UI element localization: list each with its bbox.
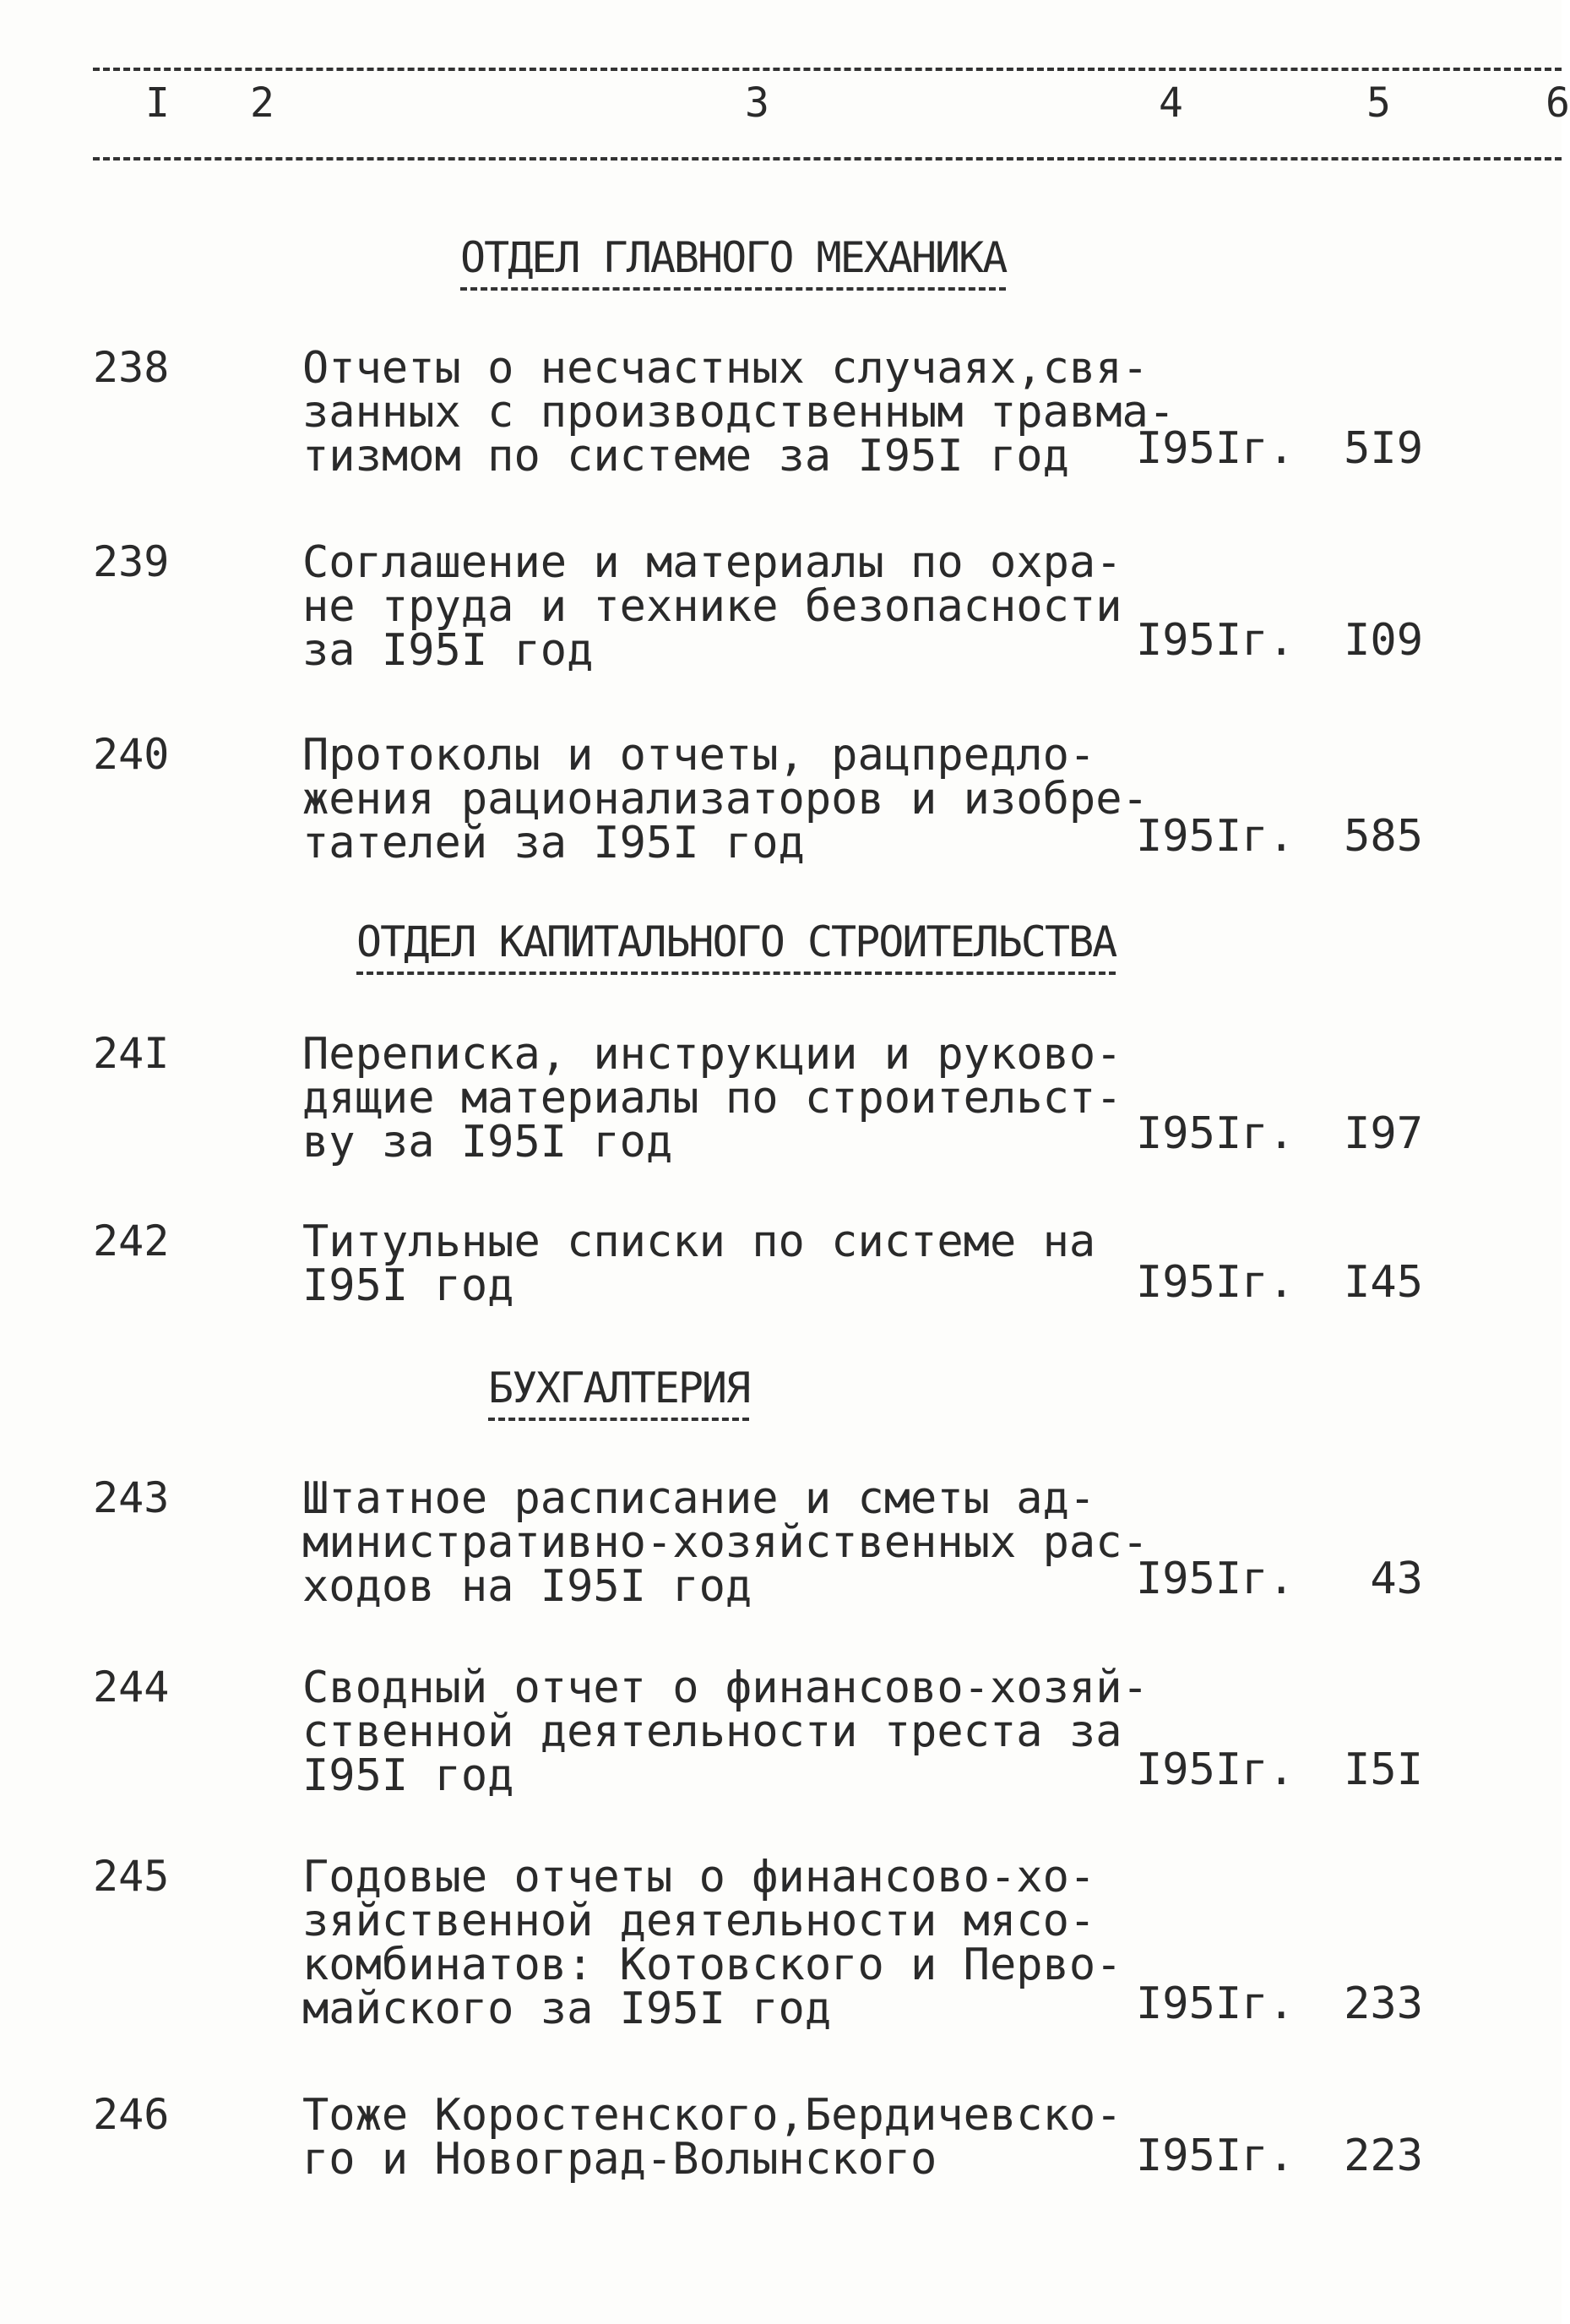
entry-count: 233: [1344, 1978, 1423, 2029]
entry-line: Титульные списки по системе на: [302, 1216, 1096, 1267]
entry-line: не труда и технике безопасности: [302, 581, 1122, 632]
entry-year: I95Iг.: [1136, 1108, 1295, 1159]
entry-line: дящие материалы по строительст-: [302, 1073, 1122, 1124]
entry-year: I95Iг.: [1136, 2131, 1295, 2181]
entry-line: жения рационализаторов и изобре-: [302, 774, 1149, 825]
entry-year: I95Iг.: [1136, 1554, 1295, 1604]
entry-year: I95Iг.: [1136, 423, 1295, 474]
header-rule-top: [93, 68, 1562, 71]
entry-count: I09: [1344, 615, 1423, 666]
entry-number: 239: [93, 537, 170, 586]
section-title: ОТДЕЛ КАПИТАЛЬНОГО СТРОИТЕЛЬСТВА: [356, 921, 1116, 975]
entry-line: ву за I95I год: [302, 1117, 673, 1167]
entry-count: 5I9: [1344, 423, 1423, 474]
entry-description: [302, 1473, 1164, 1612]
entry-line: комбинатов: Котовского и Перво-: [302, 1940, 1122, 1990]
column-number-1: I: [145, 79, 170, 127]
entry-number: 238: [93, 343, 170, 392]
entry-line: ходов на I95I год: [302, 1561, 752, 1612]
column-number-2: 2: [250, 79, 274, 127]
entry-year: I95Iг.: [1136, 615, 1295, 666]
entry-line: Протоколы и отчеты, рацпредло-: [302, 730, 1096, 781]
entry-description: [302, 537, 1164, 676]
entry-description: [302, 730, 1164, 868]
entry-number: 24I: [93, 1029, 170, 1078]
entry-year: I95Iг.: [1136, 811, 1295, 862]
entry-year: I95Iг.: [1136, 1978, 1295, 2029]
section-title: ОТДЕЛ ГЛАВНОГО МЕХАНИКА: [460, 237, 1006, 291]
column-number-5: 5: [1366, 79, 1391, 127]
entry-number: 246: [93, 2090, 170, 2139]
entry-number: 244: [93, 1663, 170, 1712]
entry-line: зяйственной деятельности мясо-: [302, 1896, 1096, 1946]
entry-line: ственной деятельности треста за: [302, 1706, 1122, 1757]
entry-count: I45: [1344, 1257, 1423, 1308]
entry-number: 243: [93, 1473, 170, 1522]
entry-line: Штатное расписание и сметы ад-: [302, 1473, 1096, 1524]
section-title: БУХГАЛТЕРИЯ: [488, 1367, 749, 1421]
entry-year: I95Iг.: [1136, 1257, 1295, 1308]
column-number-6: 6: [1546, 79, 1570, 127]
entry-line: Отчеты о несчастных случаях,свя-: [302, 343, 1149, 394]
entry-year: I95Iг.: [1136, 1744, 1295, 1795]
entry-line: Переписка, инструкции и руково-: [302, 1029, 1122, 1080]
entry-count: 585: [1344, 811, 1423, 862]
column-number-4: 4: [1159, 79, 1183, 127]
entry-description: [302, 1216, 1164, 1311]
entry-number: 242: [93, 1216, 170, 1265]
entry-line: министративно-хозяйственных рас-: [302, 1517, 1149, 1568]
column-number-3: 3: [745, 79, 769, 127]
entry-line: майского за I95I год: [302, 1984, 832, 2034]
entry-line: Годовые отчеты о финансово-хо-: [302, 1852, 1096, 1902]
entry-description: [302, 1029, 1164, 1167]
entry-line: Соглашение и материалы по охра-: [302, 537, 1122, 588]
entry-count: I5I: [1344, 1744, 1423, 1795]
entry-number: 245: [93, 1852, 170, 1901]
entry-count: 223: [1344, 2131, 1423, 2181]
header-rule-bottom: [93, 157, 1562, 161]
entry-count: 43: [1370, 1554, 1423, 1604]
entry-line: I95I год: [302, 1260, 514, 1311]
entry-line: тизмом по системе за I95I год: [302, 431, 1069, 482]
entry-number: 240: [93, 730, 170, 779]
entry-description: [302, 1852, 1164, 2034]
entry-line: за I95I год: [302, 625, 594, 676]
entry-line: Сводный отчет о финансово-хозяй-: [302, 1663, 1149, 1713]
entry-line: Тоже Коростенского,Бердичевско-: [302, 2090, 1122, 2141]
entry-description: [302, 343, 1176, 482]
entry-line: занных с производственным травма-: [302, 387, 1176, 438]
entry-line: I95I год: [302, 1750, 514, 1801]
entry-line: тателей за I95I год: [302, 818, 805, 868]
entry-description: [302, 2090, 1164, 2185]
entry-count: I97: [1344, 1108, 1423, 1159]
entry-line: го и Новоград-Волынского: [302, 2134, 937, 2185]
entry-description: [302, 1663, 1164, 1801]
